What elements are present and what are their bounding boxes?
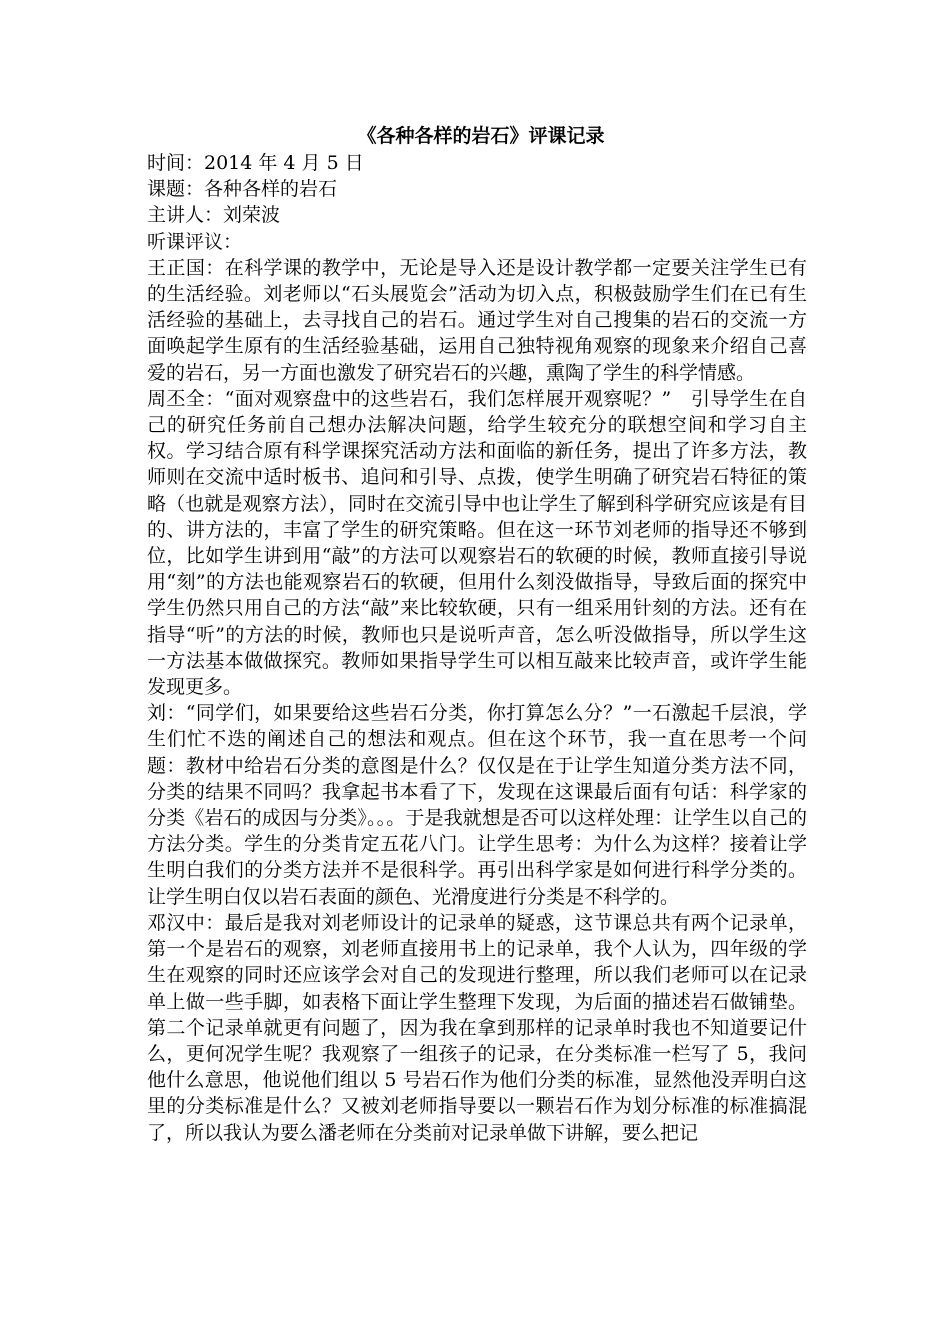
comment-paragraph-wang: 王正国：在科学课的教学中，无论是导入还是设计教学都一定要关注学生已有的生活经验。刘老师以“石头展览会”活动为切入点，积极鼓励学生们在已有生活经验的基础上，去寻找自己的岩石。通过学生对自己搜集的岩石的交流一方面唤起学生原有的生活经验基础，运用自己独特视角观察的现象来介绍自己喜爱的岩石，另一方面也激发了研究岩石的兴趣，熏陶了学生的科学情感。: [147, 256, 807, 384]
comment-paragraph-liu: 刘：“同学们，如果要给这些岩石分类，你打算怎么分？”一石激起千层浪，学生们忙不迭的阐述自己的想法和观点。但在这个环节，我一直在思考一个问题：教材中给岩石分类的意图是什么？仅仅是在于让学生知道分类方法不同，分类的结果不同吗？我拿起书本看了下，发现在这课最后面有句话：科学家的分类《岩石的成因与分类》。。。于是我就想是否可以这样处理：让学生以自己的方法分类。学生的分类肯定五花八门。让学生思考：为什么为这样？接着让学生明白我们的分类方法并不是很科学。再引出科学家是如何进行科学分类的。让学生明白仅以岩石表面的颜色、光滑度进行分类是不科学的。: [147, 702, 807, 908]
speaker-line: 主讲人：刘荣波: [147, 204, 281, 227]
document-page: [147, 122, 807, 1146]
comments-heading: 听课评议：: [147, 230, 243, 253]
comment-paragraph-zhou: 周丕全：“面对观察盘中的这些岩石，我们怎样展开观察呢？” 引导学生在自己的研究任务前自己想办法解决问题，给学生较充分的联想空间和学习自主权。学习结合原有科学课探究活动方法和面临的新任务，提出了许多方法，教师则在交流中适时板书、追问和引导、点拨，使学生明确了研究岩石特征的策略（也就是观察方法），同时在交流引导中也让学生了解到科学研究应该是有目的、讲方法的，丰富了学生的研究策略。但在这一环节刘老师的指导还不够到位，比如学生讲到用“敲”的方法可以观察岩石的软硬的时候，教师直接引导说用“刻”的方法也能观察岩石的软硬，但用什么刻没做指导，导致后面的探究中学生仍然只用自己的方法“敲”来比较软硬，只有一组采用针刻的方法。还有在指导“听”的方法的时候，教师也只是说听声音，怎么听没做指导，所以学生这一方法基本做做探究。教师如果指导学生可以相互敲来比较声音，或许学生能发现更多。: [147, 387, 807, 699]
topic-line: 课题：各种各样的岩石: [147, 178, 338, 201]
document-title: 《各种各样的岩石》评课记录: [357, 125, 605, 147]
comment-paragraph-deng: 邓汉中：最后是我对刘老师设计的记录单的疑惑，这节课总共有两个记录单，第一个是岩石的观察，刘老师直接用书上的记录单，我个人认为，四年级的学生在观察的同时还应该学会对自己的发现进行整理，所以我们老师可以在记录单上做一些手脚，如表格下面让学生整理下发现，为后面的描述岩石做铺垫。第二个记录单就更有问题了，因为我在拿到那样的记录单时我也不知道要记什么，更何况学生呢？我观察了一组孩子的记录，在分类标准一栏写了 5，我问他什么意思，他说他们组以 5 号岩石作为他们分类的标准，显然他没弄明白这里的分类标准是什么？又被刘老师指导要以一颗岩石作为划分标准的标准搞混了，所以我认为要么潘老师在分类前对记录单做下讲解，要么把记: [147, 911, 807, 1144]
time-line: 时间：2014 年 4 月 5 日: [147, 152, 364, 174]
